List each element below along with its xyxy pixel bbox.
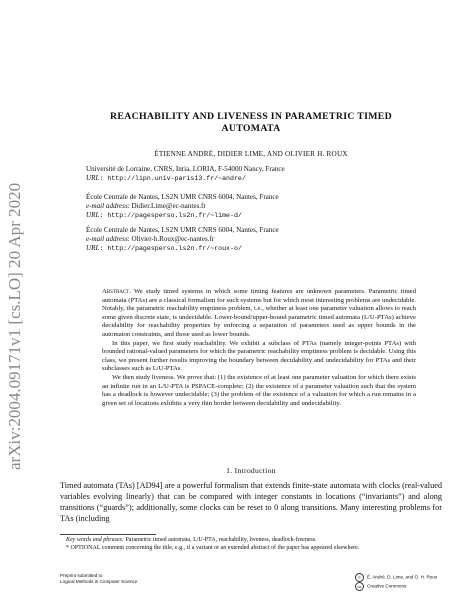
affiliation-3: [86, 226, 436, 254]
affiliation-institution: École Centrale de Nantes, LS2N UMR CNRS 6004, Nantes, France: [86, 226, 279, 234]
section-heading-introduction: 1. Introduction: [226, 466, 276, 475]
author-url-link[interactable]: : http://pagesperso.ls2n.fr/~lime-d/: [99, 212, 242, 220]
title-line-2: AUTOMATA: [221, 123, 281, 134]
paper-title: [60, 111, 442, 135]
keywords: Parametric timed automata, L/U-PTA, reachability, liveness, deadlock-freeness.: [123, 537, 317, 543]
arxiv-identifier: arXiv:2004.09171v1 [cs.LO] 20 Apr 2020: [5, 182, 24, 470]
creative-commons-icon: cc: [355, 582, 364, 591]
affiliation-2: [86, 193, 436, 221]
introduction-body: [60, 480, 442, 524]
abstract-paragraph-3: We then study liveness. We prove that: (1) the existence of at least one parameter valuation for which there exists an infinite run in an L/U-PTA is PSPACE-complete; (2) the existence of a parameter valuation such that the system has a deadlock is however undecidable; (3) the problem of the existence of a valuation for which a run remains in a given set of locations exhibits a very thin border between decidability and undecidability.: [102, 373, 416, 407]
url-label: URL: [86, 174, 100, 183]
footnotes: [60, 537, 442, 552]
abstract: [102, 288, 416, 408]
license-name: Creative Commons: [367, 583, 407, 589]
abstract-paragraph-2: In this paper, we first study reachability. We exhibit a subclass of PTAs (namely integer-points PTAs) with bounded rational-valued parameters for which the parametric reachability emptiness problem is decidable. Using this class, we present further results improving the boundary between decidability and undecidability for PTAs and their subclasses such as L/U-PTAs.: [102, 339, 416, 373]
footnote-rule: [60, 534, 156, 535]
preprint-note: Preprint submitted to: [60, 573, 103, 578]
introduction-paragraph: Timed automata (TAs) [AD94] are a powerful formalism that extends finite-state automata with clocks (real-valued variables evolving linearly) that can be compared with integer constants in locations (“invariants”) and along transitions (“guards”); additionally, some clocks can be reset to 0 along transitions. Many interesting problems for TAs (including: [60, 481, 442, 523]
title-footnote: * OPTIONAL comment concerning the title, e.g., if a variant or an extended abstract of the paper has appeared elsewhere.: [66, 544, 360, 551]
title-line-1: REACHABILITY AND LIVENESS IN PARAMETRIC TIMED: [110, 111, 392, 122]
affiliation-1: [86, 165, 436, 183]
email-label: e-mail address: [86, 202, 128, 211]
journal-name: Logical Methods in Computer Science: [60, 579, 138, 584]
author-url-link[interactable]: : http://lipn.univ-paris13.fr/~andre/: [99, 175, 246, 183]
abstract-paragraph-1: We study timed systems in which some timing features are unknown parameters. Parametric timed automata (PTAs) are a classical formalism for such systems but for which most interesting problems are undecidable. Notably, the parametric reachability emptiness problem, i.e., whether at least one parameter valuation allows to reach some given discrete state, is undecidable. Lower-bound/upper-bound parametric timed automata (L/U-PTAs) achieve decidability for reachability properties by enforcing a separation of parameters used as upper bounds in the automaton constraints, and those used as lower bounds.: [102, 288, 416, 338]
copyright-icon: ©: [355, 573, 364, 582]
url-label: URL: [86, 211, 100, 220]
footer-right: [355, 573, 437, 591]
author-email-link[interactable]: : Olivier-h.Roux@ec-nantes.fr: [127, 235, 215, 244]
abstract-label: Abstract.: [102, 288, 132, 295]
arxiv-sidebar: [2, 148, 28, 470]
email-label: e-mail address: [86, 235, 128, 244]
footer-left: [60, 573, 137, 585]
keywords-label: Key words and phrases:: [66, 537, 124, 543]
copyright-holders: É. André, D. Lime, and O. H. Roux: [367, 574, 438, 580]
authors: ÉTIENNE ANDRÉ, DIDIER LIME, AND OLIVIER H. ROUX: [154, 150, 348, 158]
author-url-link[interactable]: : http://pagesperso.ls2n.fr/~roux-o/: [99, 245, 242, 253]
affiliation-institution: École Centrale de Nantes, LS2N UMR CNRS 6004, Nantes, France: [86, 193, 279, 201]
author-email-link[interactable]: : Didier.Lime@ec-nantes.fr: [127, 202, 206, 211]
url-label: URL: [86, 244, 100, 253]
affiliation-institution: Université de Lorraine, CNRS, Inria, LORIA, F-54000 Nancy, France: [86, 165, 285, 173]
